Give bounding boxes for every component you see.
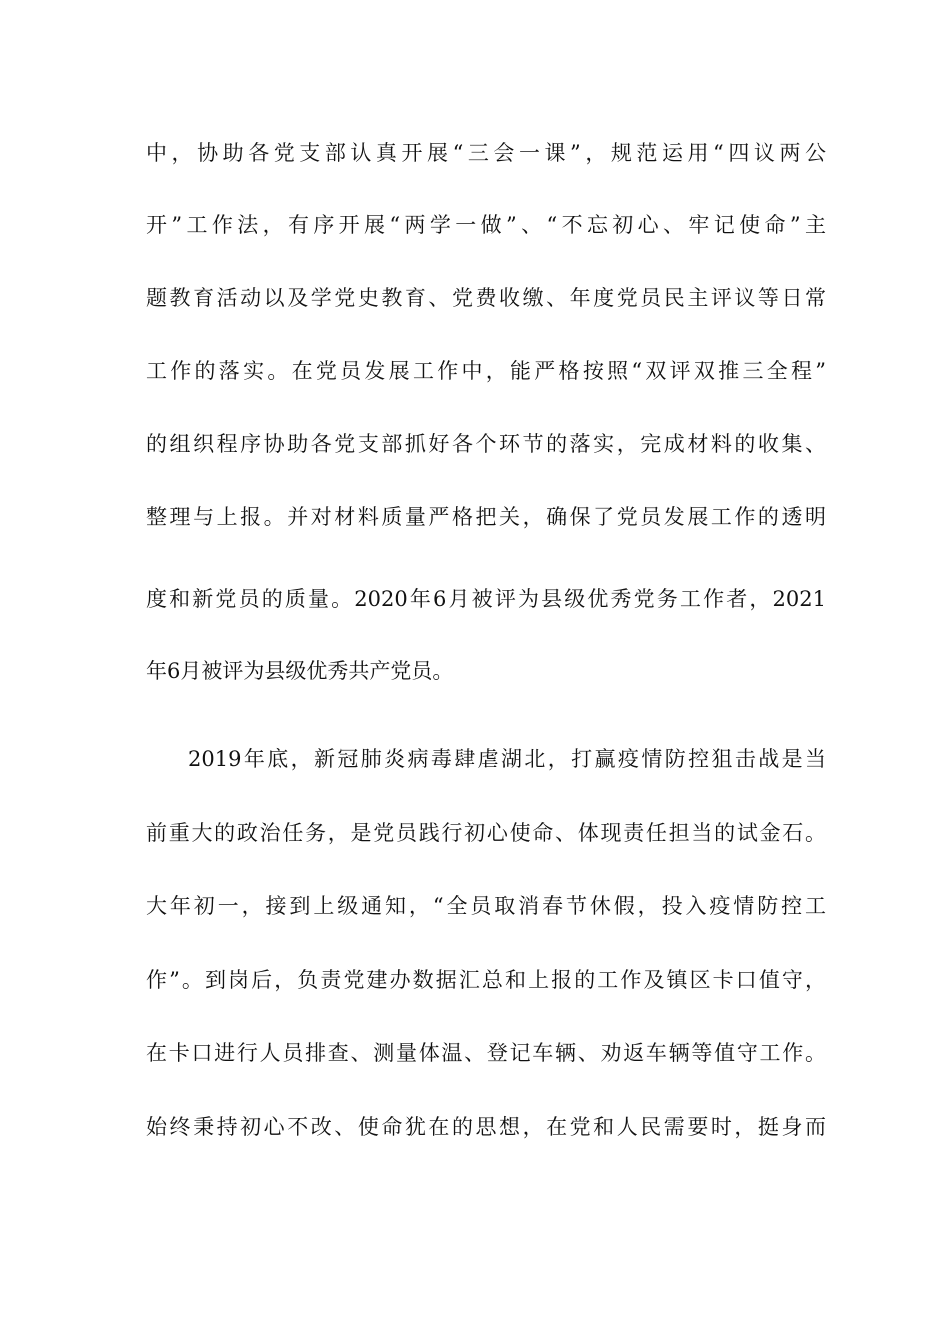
text-line: 前重大的政治任务，是党员践行初心使命、体现责任担当的试金石。 (146, 821, 826, 845)
text-line: 年6月被评为县级优秀共产党员。 (146, 659, 454, 683)
text-line: 2019年底，新冠肺炎病毒肆虐湖北，打赢疫情防控狙击战是当 (188, 747, 826, 771)
text-line: 整理与上报。并对材料质量严格把关，确保了党员发展工作的透明 (146, 505, 826, 529)
text-line: 作”。到岗后，负责党建办数据汇总和上报的工作及镇区卡口值守， (146, 968, 826, 992)
text-line: 始终秉持初心不改、使命犹在的思想，在党和人民需要时，挺身而 (146, 1115, 826, 1139)
text-line: 大年初一，接到上级通知，“全员取消春节休假，投入疫情防控工 (146, 894, 826, 918)
text-line: 工作的落实。在党员发展工作中，能严格按照“双评双推三全程” (146, 359, 826, 383)
text-line: 开”工作法，有序开展“两学一做”、“不忘初心、牢记使命”主 (146, 213, 826, 237)
text-line: 度和新党员的质量。2020年6月被评为县级优秀党务工作者，2021 (146, 587, 826, 611)
text-line: 中，协助各党支部认真开展“三会一课”，规范运用“四议两公 (146, 141, 826, 165)
text-line: 在卡口进行人员排查、测量体温、登记车辆、劝返车辆等值守工作。 (146, 1041, 826, 1065)
text-line: 题教育活动以及学党史教育、党费收缴、年度党员民主评议等日常 (146, 286, 826, 310)
text-line: 的组织程序协助各党支部抓好各个环节的落实，完成材料的收集、 (146, 432, 826, 456)
